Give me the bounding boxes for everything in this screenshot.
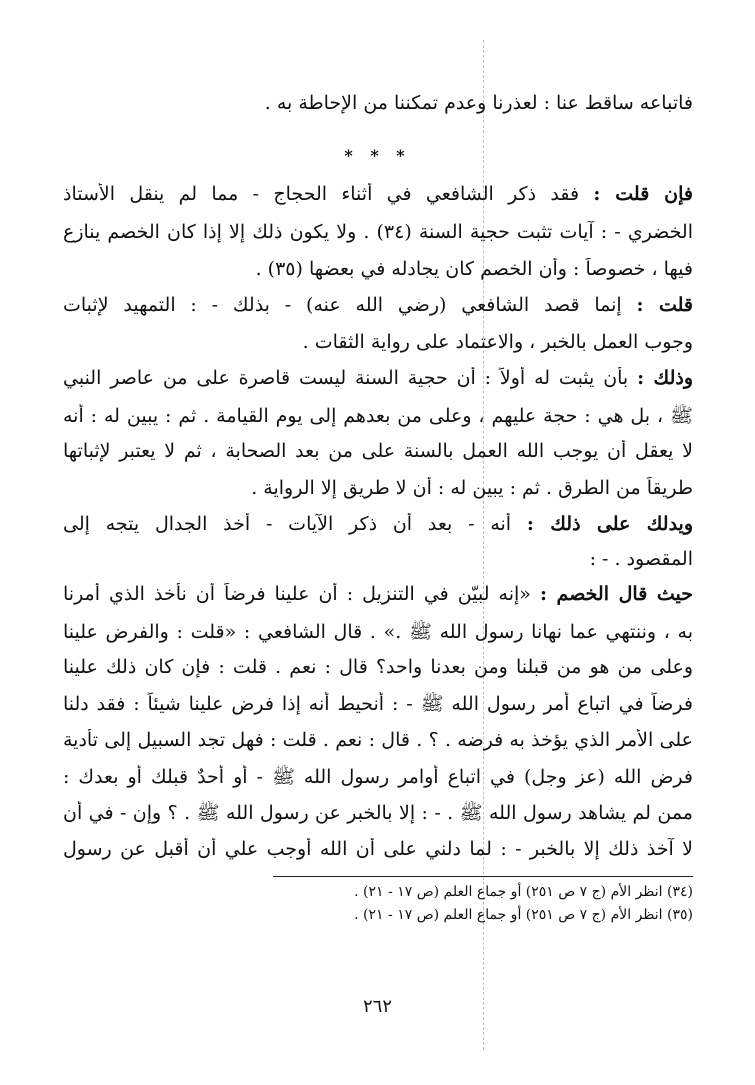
text-line: المقصود . - : [589,548,693,570]
text-line: على الأمر الذي يؤخذ به فرضه . ؟ . قال : نعم . قلت : فهل تجد السبيل إلى تأدية [63,729,693,751]
text-line: لا يعقل أن يوجب الله العمل بالسنة على من بعد الصحابة ، ثم لا يعتبر لإثباتها [63,440,693,462]
text-line: وجوب العمل بالخبر ، والاعتماد على رواية الثقات . [302,331,693,353]
text-line: ممن لم يشاهد رسول الله ﷺ . - : إلا بالخبر عن رسول الله ﷺ . ؟ وإن - في أن [63,802,693,824]
text-line: فرض الله (عز وجل) في اتباع أوامر رسول الله ﷺ - أو أحدٌ قبلك أو بعدك : [63,766,693,788]
text-line: لا آخذ ذلك إلا بالخبر - : لما دلني على أن الله أوجب علي أن أقبل عن رسول [63,838,693,860]
text-line: قلت : إنما قصد الشافعي (رضي الله عنه) - بذلك - : التمهيد لإثبات [63,294,693,316]
text-line: وعلى من هو من قبلنا ومن بعدنا واحد؟ قال : نعم . قلت : فإن كان ذلك علينا [63,656,693,678]
text-line: فإن قلت : فقد ذكر الشافعي في أثناء الحجاج - مما لم ينقل الأستاذ [63,183,693,205]
text-line: به ، وننتهي عما نهانا رسول الله ﷺ .» . قال الشافعي : «قلت : والفرض علينا [63,621,693,643]
text-line: ﷺ ، بل هي : حجة عليهم ، وعلى من بعدهم إلى يوم القيامة . ثم : يبين له : أنه [63,405,693,427]
footnote-rule [273,876,693,877]
text-line: الخضري - : آيات تثبت حجية السنة (٣٤) . ولا يكون ذلك إلا إذا كان الخصم ينازع [63,221,693,243]
footnote: (٣٤) انظر الأم (ج ٧ ص ٢٥١) أو جماع العلم (ص ١٧ - ٢١) . [354,884,693,900]
page-number: ٢٦٢ [362,996,392,1017]
text-line: فيها ، خصوصاً : وأن الخصم كان يجادله في بعضها (٣٥) . [255,258,693,280]
text-line: طريقاً من الطرق . ثم : يبين له : أن لا طريق إلا الرواية . [251,477,693,499]
section-separator: * * * [344,146,411,165]
text-line: حيث قال الخصم : «إنه لبيّن في التنزيل : أن علينا فرضاً أن نأخذ الذي أمرنا [63,583,693,605]
text-line: فرضاً في اتباع أمر رسول الله ﷺ - : أنحيط أنه إذا فرض علينا شيئاً : فقد دلنا [63,693,693,715]
text-line: فاتباعه ساقط عنا : لعذرنا وعدم تمكننا من الإحاطة به . [264,92,693,114]
footnote: (٣٥) انظر الأم (ج ٧ ص ٢٥١) أو جماع العلم (ص ١٧ - ٢١) . [354,907,693,923]
text-line: ويدلك على ذلك : أنه - بعد أن ذكر الآيات - أخذ الجدال يتجه إلى [63,513,693,535]
text-line: وذلك : بأن يثبت له أولاً : أن حجية السنة ليست قاصرة على من عاصر النبي [63,367,693,389]
